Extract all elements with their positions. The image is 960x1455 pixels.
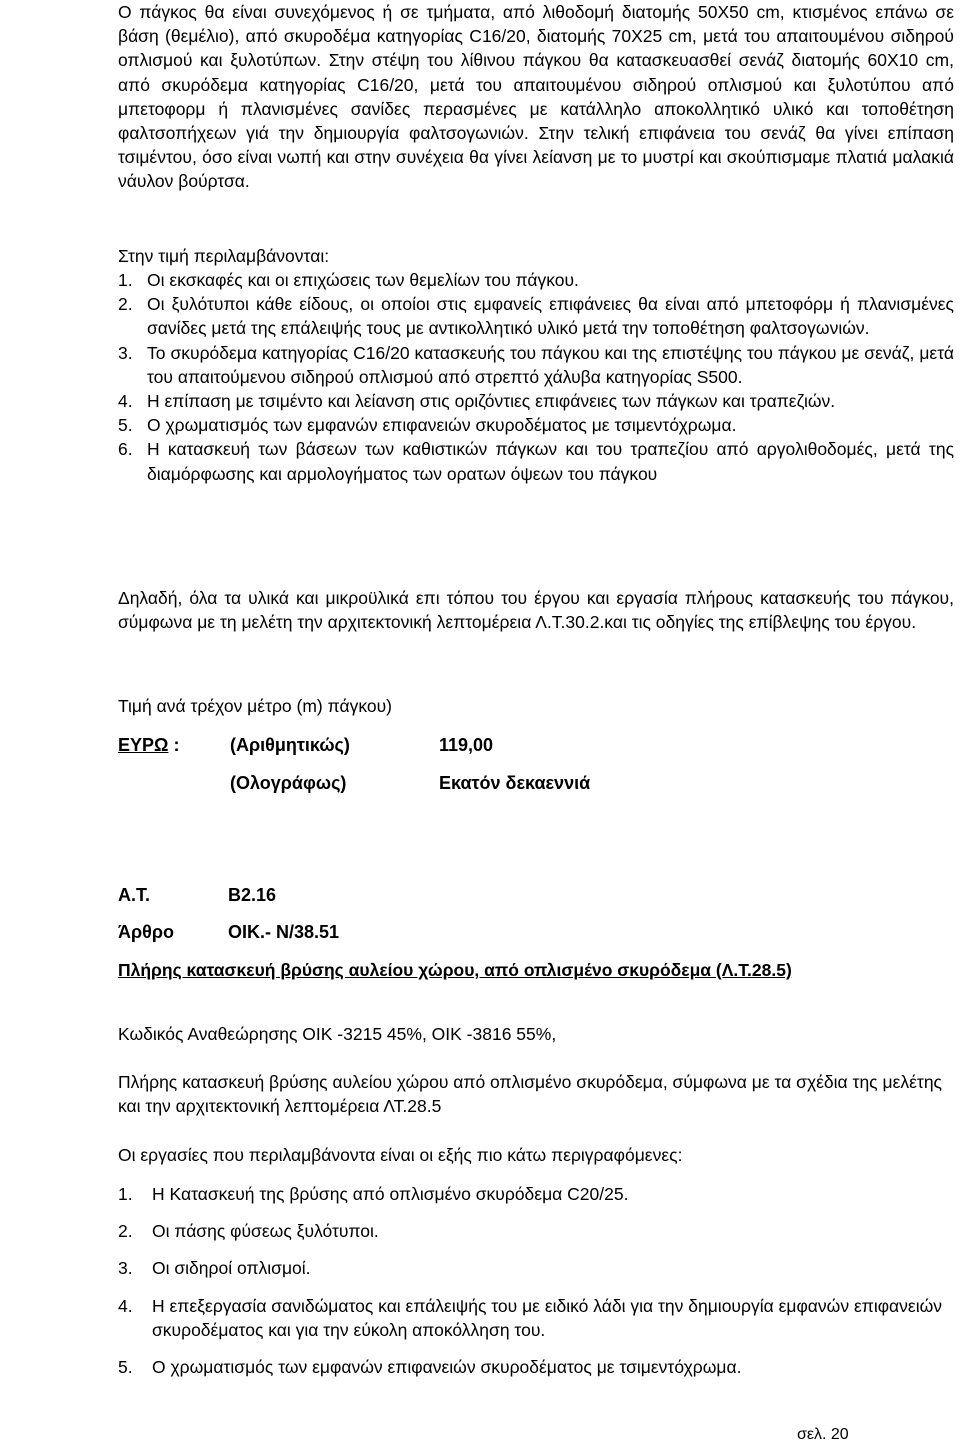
page-number: σελ. 20 — [797, 1426, 849, 1443]
item-number: 2. — [118, 294, 133, 315]
list-item — [118, 389, 954, 413]
intro-paragraph: Ο πάγκος θα είναι συνεχόμενος ή σε τμήματα, από λιθοδομή διατομής 50Χ50 cm, κτισμένος επάνω σε βάση (θεμέλιο), από σκυροδέμα κατηγορίας C16/20, διατομής 70Χ25 cm, μετά του απαιτουμένου σιδηρού οπλισμού και ξυλοτύπων. Στην στέψη του λίθινου πάγκου θα κατασκευασθεί σενάζ διατομής 60Χ10 cm, από σκυρόδεμα κατηγορίας C16/20, μετά του απαιτουμένου σιδηρού οπλισμού και ξυλοτύπου από μπετοφορμ ή πλανισμένες σανίδες περασμένες με κατάλληλο αποκολλητικό υλικό και τοποθέτηση φαλτσοπήχεων γιά την δημιουργία φαλτσογωνιών. Στην τελική επιφάνεια του σενάζ θα γίνει επίπαση τσιμέντου, όσο είναι νωπή και στην συνέχεια θα γίνει λείανση με το μυστρί και σκούπισμαμε πλατιά μαλακιά νάυλον βούρτσα. — [118, 2, 954, 192]
list-item — [118, 341, 954, 389]
numeric-label: (Αριθμητικώς) — [230, 735, 350, 755]
item-text: Οι πάσης φύσεως ξυλότυποι. — [152, 1221, 379, 1242]
price-unit-label: Τιμή ανά τρέχον μέτρο (m) πάγκου) — [118, 696, 392, 716]
list-item — [118, 1256, 954, 1280]
item-number: 1. — [118, 1184, 133, 1204]
item-number: 2. — [118, 1221, 133, 1242]
list-item — [118, 413, 954, 437]
item-text: Ο χρωματισμός των εμφανών επιφανειών σκυροδέματος με τσιμεντόχρωμα. — [147, 415, 737, 436]
article-label: Άρθρο — [118, 922, 174, 942]
item-text: Η επίπαση με τσιμέντο και λείανση στις οριζόντιες επιφάνειες των πάγκων και τραπεζιών. — [147, 391, 836, 412]
item-number: 6. — [118, 439, 133, 460]
item-number: 5. — [118, 415, 133, 436]
list-item — [118, 292, 954, 340]
included-items-list — [118, 268, 954, 486]
currency-label: ΕΥΡΩ : — [118, 735, 180, 755]
item-text: Η επεξεργασία σανιδώματος και επάλειψής του με ειδικό λάδι για την δημιουργία εμφανών επιφανειών σκυροδέματος και για την εύκολη αποκόλληση του. — [152, 1295, 943, 1340]
at-value: Β2.16 — [228, 885, 277, 905]
item-text: Η κατασκευή των βάσεων των καθιστικών πάγκων και του τραπεζίου από αργολιθοδομές, μετά της διαμόρφωσης και αρμολογήματος των ορατων όψεων του πάγκου — [147, 439, 954, 484]
list-item — [118, 268, 954, 292]
words-value: Εκατόν δεκαεννιά — [439, 773, 591, 793]
item-text: Οι εκσκαφές και οι επιχώσεις των θεμελίων του πάγκου. — [147, 270, 579, 290]
item-number: 3. — [118, 342, 133, 363]
list-item — [118, 1182, 954, 1206]
numeric-value: 119,00 — [439, 735, 494, 755]
list-item — [118, 1355, 954, 1379]
item-number: 4. — [118, 391, 133, 412]
list-item — [118, 1219, 954, 1243]
words-label: (Ολογράφως) — [230, 773, 347, 793]
item-number: 3. — [118, 1258, 133, 1279]
list-item — [118, 1294, 954, 1342]
at-label: Α.Τ. — [118, 885, 151, 905]
works-list — [118, 1182, 954, 1392]
item-text: Ο χρωματισμός των εμφανών επιφανειών σκυροδέματος με τσιμεντόχρωμα. — [152, 1357, 742, 1378]
article-value: ΟΙΚ.- Ν/38.51 — [228, 922, 340, 942]
item-text: Το σκυρόδεμα κατηγορίας C16/20 κατασκευής του πάγκου και της επιστέψης του πάγκου με σενάζ, μετά του απαιτούμενου σιδηρού οπλισμού από στρεπτό χάλυβα κατηγορίας S500. — [147, 342, 954, 387]
article-description: Πλήρης κατασκευή βρύσης αυλείου χώρου από οπλισμένο σκυρόδεμα, σύμφωνα με τα σχέδια της μελέτης και την αρχιτεκτονική λεπτομέρεια ΛΤ.28.5 — [118, 1072, 942, 1117]
revision-codes: Κωδικός Αναθεώρησης ΟΙΚ -3215 45%, ΟΙΚ -3816 55%, — [118, 1024, 557, 1044]
item-number: 4. — [118, 1295, 133, 1316]
item-text: Οι ξυλότυποι κάθε είδους, οι οποίοι στις εμφανείς επιφάνειες θα είναι από μπετοφόρμ ή πλανισμένες σανίδες μετά της επάλειψής τους με αντικολλητικό υλικό μετά την τοποθέτηση φαλτσογωνιών. — [147, 294, 954, 339]
includes-label: Στην τιμή περιλαμβάνονται: — [118, 246, 330, 266]
item-number: 1. — [118, 270, 133, 290]
article-title: Πλήρης κατασκευή βρύσης αυλείου χώρου, από οπλισμένο σκυρόδεμα (Λ.Τ.28.5) — [118, 960, 792, 980]
works-intro: Οι εργασίες που περιλαμβάνοντα είναι οι εξής πιο κάτω περιγραφόμενες: — [118, 1145, 683, 1165]
item-text: Η Κατασκευή της βρύσης από οπλισμένο σκυρόδεμα C20/25. — [152, 1184, 629, 1204]
summary-paragraph: Δηλαδή, όλα τα υλικά και μικροϋλικά επι τόπου του έργου και εργασία πλήρους κατασκευής του πάγκου, σύμφωνα με τη μελέτη την αρχιτεκτονική λεπτομέρεια Λ.Τ.30.2.και τις οδηγίες της επίβλεψης του έργου. — [118, 588, 954, 633]
list-item — [118, 437, 954, 485]
item-number: 5. — [118, 1357, 133, 1378]
item-text: Οι σιδηροί οπλισμοί. — [152, 1258, 311, 1279]
